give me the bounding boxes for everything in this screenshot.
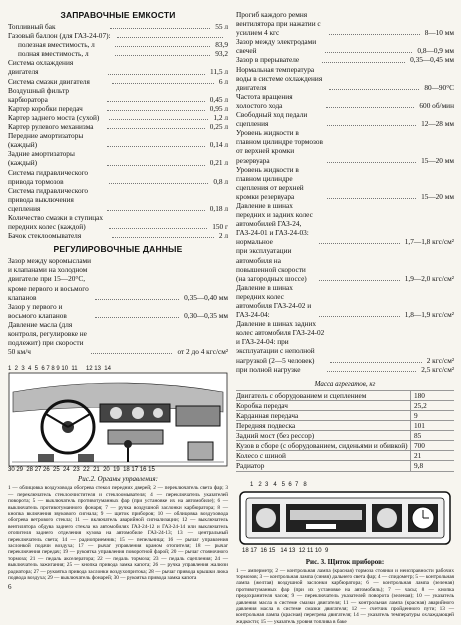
spec-label: Частота вращения холостого хода <box>236 92 324 110</box>
fig3-legend: 1 — амперметр; 2 — контрольная лампа (красная) тормоза стоянки и неисправности рабочих тормозов; 3 — контрольная лампа (синяя) дальнего света фар; 4 — спидометр; 5 — контрольная лампа (желтая) воздушной заслонки карбюратора; 6 — контрольная лампа (зеленая) противотуманных фар (при их установке на автомобиль); 7 — часы; 8 — кнопка предохранителя часов; 9 — переключатель указателей поворота (зеленая); 10 — указатель давления масла в системе смазки двигателя; 11 — контрольная лампа (красная) аварийного давления масла в системе смазки двигателя; 12 — счетчик пройденного пути; 13 — контрольная лампа (красная) перегрева двигателя; 14 — указатель температуры охлаждающей жидкости; 15 — указатель уровня топлива в баке <box>236 568 454 625</box>
dot-leader <box>329 34 420 35</box>
capacity-value: 6 л <box>216 77 228 86</box>
spec-row <box>236 110 454 128</box>
spec-label: Зазор в прерывателе <box>236 55 320 64</box>
fig3-numbers-bottom: 18 17 16 15 14 13 12 11 10 9 <box>236 548 454 554</box>
capacity-label: Бачок стеклоомывателя <box>8 231 110 240</box>
specs-list <box>236 10 454 374</box>
adjust-label: Зазор у первого и восьмого клапанов <box>8 302 93 320</box>
capacity-row <box>8 168 228 186</box>
capacity-label: Система смазки двигателя <box>8 77 110 86</box>
dot-leader <box>319 243 400 244</box>
dot-leader <box>107 165 204 166</box>
spec-label: Прогиб каждого ремня вентилятора при нажатии с усилием 4 кгс <box>236 10 327 37</box>
dot-leader <box>319 280 400 281</box>
capacity-value: 0,21 л <box>207 158 228 167</box>
capacity-row <box>8 86 228 104</box>
capacity-label: Воздушный фильтр карбюратора <box>8 86 105 104</box>
capacity-label: Картер коробки передач <box>8 104 105 113</box>
adjust-intro-value: 0,35—0,40 мм <box>181 293 228 302</box>
spec-row <box>236 365 454 374</box>
right-column <box>236 0 454 625</box>
spec-label: Зазор между электродами свечей <box>236 37 323 55</box>
capacity-label: полная вместимость, л <box>18 49 113 58</box>
dot-leader <box>112 237 214 238</box>
capacity-value: 0,25 л <box>207 122 228 131</box>
capacity-row <box>8 31 228 40</box>
dot-leader <box>115 55 210 56</box>
dot-leader <box>115 46 210 47</box>
mass-value: 25,2 <box>410 401 454 410</box>
spec-value: 15—20 мм <box>418 156 454 165</box>
capacity-value: 83,9 <box>212 40 228 49</box>
dot-leader <box>327 125 416 126</box>
mass-label: Кузов в сборе (с оборудованием, сиденьями и обивкой) <box>236 441 410 450</box>
dot-leader <box>107 146 204 147</box>
capacity-value: 150 г <box>209 222 228 231</box>
dot-leader <box>112 83 214 84</box>
spec-row <box>236 65 454 92</box>
mass-value: 700 <box>410 441 454 450</box>
mass-value: 101 <box>410 421 454 430</box>
spec-value: 1,7—1,8 кгс/см² <box>402 237 454 246</box>
capacity-label: Количество смазки в ступицах передних колес (каждой) <box>8 213 107 231</box>
dot-leader <box>327 162 416 163</box>
fig2-numbers-top: 1 2 3 4 5 6 7 8 9 10 11 12 13 14 <box>8 366 228 372</box>
capacities-list <box>8 22 228 240</box>
dot-leader <box>327 371 416 372</box>
fig3-numbers-top: 1 2 3 4 5 6 7 8 <box>236 482 454 488</box>
adjust-value: от 2 до 4 кгс/см² <box>174 347 228 356</box>
capacity-row <box>8 40 228 49</box>
mass-label: Двигатель с оборудованием и сцеплением <box>236 391 410 400</box>
dot-leader <box>329 89 420 90</box>
mass-row <box>236 411 454 421</box>
mass-value: 85 <box>410 431 454 440</box>
dot-leader <box>109 228 208 229</box>
capacity-value: 11,5 л <box>207 67 228 76</box>
spec-label: Уровень жидкости в главном цилиндре тормозов от верхней кромки резервуара <box>236 128 325 164</box>
dot-leader <box>108 74 206 75</box>
dot-leader <box>326 107 414 108</box>
spec-value: 0,35—0,45 мм <box>407 55 454 64</box>
capacity-label: полезная вместимость, л <box>18 40 113 49</box>
capacity-row <box>8 49 228 58</box>
capacity-value: 0,18 л <box>207 204 228 213</box>
mass-table <box>236 390 454 472</box>
fig3-caption: Рис. 3. Щиток приборов: <box>236 558 454 566</box>
dot-leader <box>95 317 180 318</box>
capacity-label: Система охлаждения двигателя <box>8 58 106 76</box>
dot-leader <box>95 299 180 300</box>
dot-leader <box>322 62 406 63</box>
mass-row <box>236 431 454 441</box>
adjust-row <box>8 320 228 356</box>
dot-leader <box>91 353 172 354</box>
dot-leader <box>107 101 204 102</box>
spec-row <box>236 246 454 282</box>
spec-value: 1,8—1,9 кгс/см² <box>402 310 454 319</box>
spec-row <box>236 10 454 37</box>
left-column <box>8 0 228 581</box>
capacity-label: Картер заднего моста (сухой) <box>8 113 107 122</box>
dot-leader <box>319 316 400 317</box>
spec-value: 8—10 мм <box>422 28 454 37</box>
mass-row <box>236 441 454 451</box>
dot-leader <box>107 110 204 111</box>
capacity-label: Система гидравлического привода тормозов <box>8 168 107 186</box>
mass-row <box>236 391 454 401</box>
mass-value: 21 <box>410 451 454 460</box>
capacity-row <box>8 131 228 149</box>
fig2-caption: Рис.2. Органы управления: <box>8 475 228 483</box>
capacity-value: 0,14 л <box>207 140 228 149</box>
capacity-row <box>8 122 228 131</box>
capacity-value: 93,2 <box>212 49 228 58</box>
mass-label: Задний мост (без рессор) <box>236 431 410 440</box>
capacity-row <box>8 104 228 113</box>
dot-leader <box>109 183 208 184</box>
dot-leader <box>107 210 204 211</box>
dot-leader <box>109 119 208 120</box>
spec-row <box>236 283 454 319</box>
dot-leader <box>327 198 416 199</box>
spec-label: Нормальная температура воды в системе охлаждения двигателя <box>236 65 327 92</box>
mass-row <box>236 451 454 461</box>
adjust-value: 0,30—0,35 мм <box>181 311 228 320</box>
capacity-row <box>8 231 228 240</box>
mass-value: 9 <box>410 411 454 420</box>
dot-leader <box>107 128 204 129</box>
spec-value: 80—90°С <box>421 83 454 92</box>
adjust-list <box>8 302 228 357</box>
capacity-row <box>8 149 228 167</box>
adjust-intro-label: Зазор между коромыслами и клапанами на холодном двигателе при 15—20°С, кроме первого и восьмого клапанов <box>8 256 93 301</box>
spec-value: 600 об/мин <box>416 101 454 110</box>
mass-row <box>236 421 454 431</box>
capacity-label: Картер рулевого механизма <box>8 122 105 131</box>
capacity-value: 2 л <box>216 231 228 240</box>
capacity-label: Газовый баллон (для ГАЗ-24-07): <box>8 31 115 40</box>
adjust-intro-row <box>8 256 228 301</box>
spec-label: Давление в шинах передних и задних колес автомобилей ГАЗ-24, ГАЗ-24-01 и ГАЗ-24-03: нормальное <box>236 201 317 246</box>
capacity-label: Задние амортизаторы (каждый) <box>8 149 105 167</box>
mass-row <box>236 401 454 411</box>
capacities-heading: ЗАПРАВОЧНЫЕ ЕМКОСТИ <box>8 10 228 20</box>
page-number: 6 <box>8 583 12 591</box>
spec-label: Свободный ход педали сцепления <box>236 110 325 128</box>
spec-row <box>236 128 454 164</box>
spec-value: 0,8—0,9 мм <box>414 46 454 55</box>
mass-value: 9,8 <box>410 461 454 470</box>
mass-title: Масса агрегатов, кг <box>236 380 454 388</box>
fig2-legend: 1 — облицовка воздуховода обогрева стекол передних дверей; 2 — переключатель света фар; 3 — переключатель стеклоочистителя и стеклоомывателя; 4 — переключатель указателей поворота; 5 — выключатель противотуманных фар (при установке их на автомобиле); 6 — выключатель противотуманного фонаря; 7 — ручка воздушной заслонки карбюратора; 8 — кнопка включения звукового сигнала; 9 — щиток приборов; 10 — облицовка воздуховода обогрева ветрового стекла; 11 — включатель аварийной сигнализации; 12 — выключатель вентилятора обдува заднего стекла на автомобилях ГАЗ-24-12 и ГАЗ-24-14 или выключатель отопителя заднего отделения кузова на автомобиле ГАЗ-24-13; 13 — центральный переключатель света; 14 — радиоприемник; 15 — пепельница; 16 — рычаг управления заслонкой подачи воздуха; 17 — рычаг управления краном отопителя; 18 — рычаг переключения передач; 19 — рукоятка управления поворотной фарой; 20 — рычаг стояночного тормоза; 21 — педаль акселератора; 22 — педаль тормоза; 23 — педаль сцепления; 24 — выключатель зажигания; 25 — кнопка привода замка капота; 26 — ручка управления жалюзи радиатора; 27 — рукоятка привода заслонки воздухопритока; 28 — рычаг привода крышки люка подвода воздуха; 29 — выключатель фонарей; 30 — рукоятка привода замка капота <box>8 485 228 581</box>
instrument-panel-figure <box>236 488 454 548</box>
spec-label: Уровень жидкости в главном цилиндре сцепления от верхней кромки резервуара <box>236 165 325 201</box>
spec-value: 1,9—2,0 кгс/см² <box>402 274 454 283</box>
spec-label: при полной нагрузке <box>236 365 325 374</box>
capacity-value: 55 л <box>212 22 228 31</box>
adjust-row <box>8 302 228 320</box>
dot-leader <box>330 362 422 363</box>
spec-label: Давление в шинах передних колес автомобиля ГАЗ-24-02 и ГАЗ-24-04: <box>236 283 317 319</box>
mass-row <box>236 461 454 471</box>
capacity-label: Система гидравлического привода выключения сцепления <box>8 186 105 213</box>
spec-value: 15—20 мм <box>418 192 454 201</box>
spec-row <box>236 37 454 55</box>
capacity-value: 0,45 л <box>207 95 228 104</box>
capacity-row <box>8 213 228 231</box>
capacity-row <box>8 113 228 122</box>
capacity-row <box>8 22 228 31</box>
capacity-value: 0,95 л <box>207 104 228 113</box>
capacity-label: Передние амортизаторы (каждый) <box>8 131 105 149</box>
dot-leader <box>110 28 210 29</box>
spec-row <box>236 201 454 246</box>
capacity-row <box>8 58 228 76</box>
spec-row <box>236 165 454 201</box>
capacity-value: 1,2 л <box>210 113 228 122</box>
mass-label: Коробка передач <box>236 401 410 410</box>
spec-value: 12—28 мм <box>418 119 454 128</box>
dot-leader <box>325 52 412 53</box>
mass-label: Карданная передача <box>236 411 410 420</box>
mass-label: Радиатор <box>236 461 410 470</box>
dot-leader <box>117 37 224 38</box>
adjust-label: Давление масла (для контроля, регулировке не подлежит) при скорости 50 км/ч <box>8 320 89 356</box>
adjust-heading: РЕГУЛИРОВОЧНЫЕ ДАННЫЕ <box>8 244 228 254</box>
capacity-value: 0,8 л <box>210 177 228 186</box>
spec-row <box>236 319 454 364</box>
mass-label: Передняя подвеска <box>236 421 410 430</box>
spec-label: при эксплуатации автомобиля на повышенной скорости (на загородных шоссе) <box>236 246 317 282</box>
capacity-row <box>8 77 228 86</box>
capacity-row <box>8 186 228 213</box>
spec-value: 2 кгс/см² <box>424 356 454 365</box>
spec-row <box>236 55 454 64</box>
spec-value: 2,5 кгс/см² <box>418 365 454 374</box>
fig2-numbers-bottom: 30 29 28 27 26 25 24 23 22 21 20 19 18 17 16 15 <box>8 467 228 473</box>
mass-label: Колесо с шиной <box>236 451 410 460</box>
dashboard-figure <box>8 372 228 467</box>
spec-label: Давление в шинах задних колес автомобиля ГАЗ-24-02 и ГАЗ-24-04: при эксплуатации с неполной нагрузкой (2—5 человек) <box>236 319 328 364</box>
mass-value: 180 <box>410 391 454 400</box>
capacity-label: Топливный бак <box>8 22 108 31</box>
spec-row <box>236 92 454 110</box>
